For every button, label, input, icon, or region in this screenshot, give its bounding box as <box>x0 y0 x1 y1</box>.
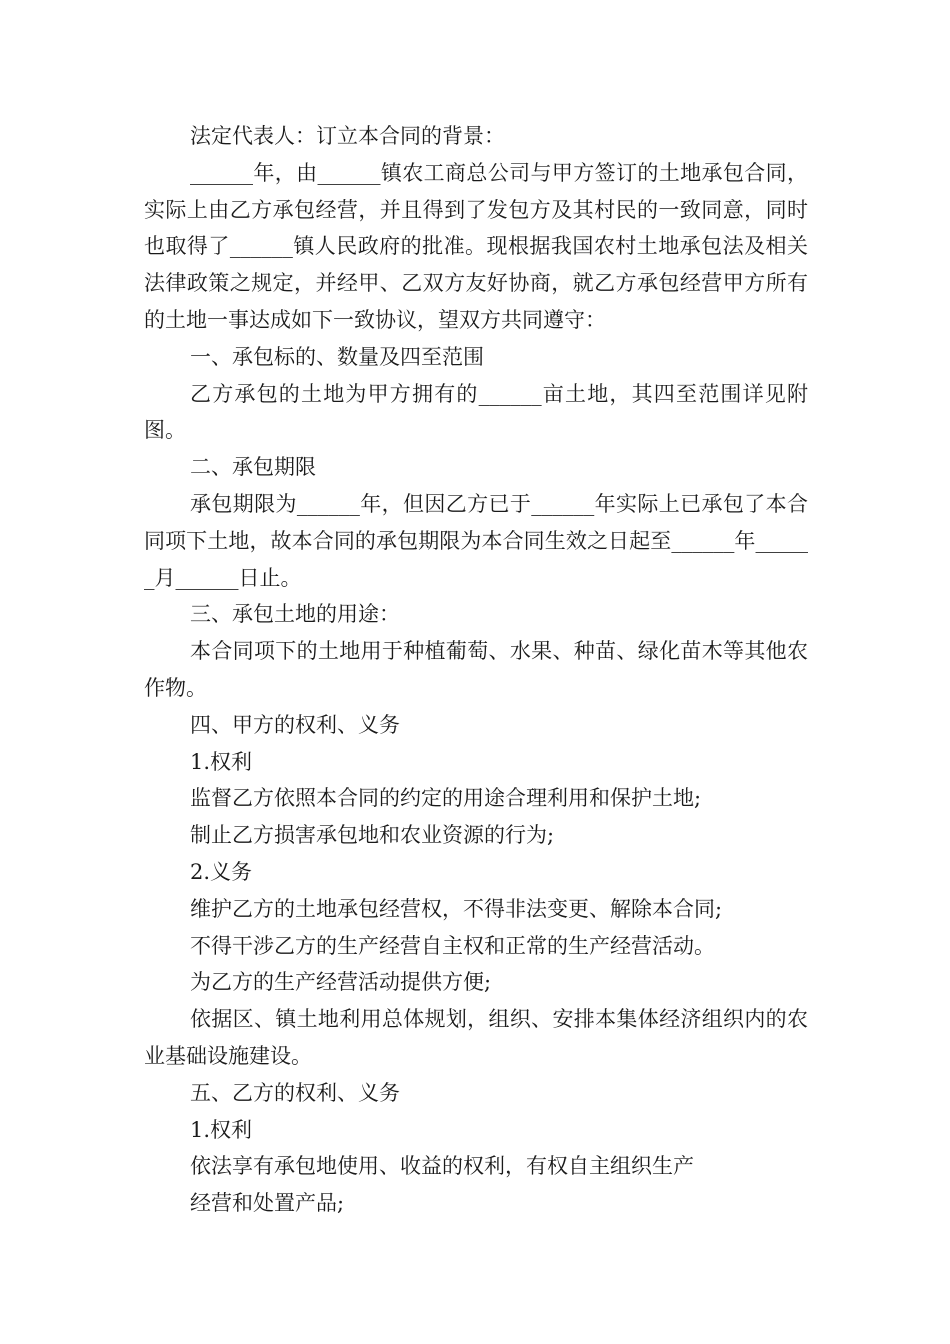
list-item: 为乙方的生产经营活动提供方便; <box>190 970 492 995</box>
section-heading-4: 四、甲方的权利、义务 <box>190 712 400 737</box>
list-item: 维护乙方的土地承包经营权，不得非法变更、解除本合同; <box>190 896 723 921</box>
list-item: 依法享有承包地使用、收益的权利，有权自主组织生产 <box>190 1154 694 1179</box>
section-heading-2: 二、承包期限 <box>190 455 316 480</box>
list-item: 依据区、镇土地利用总体规划，组织、安排本集体经济组织内的农业基础设施建设。 <box>144 1007 808 1068</box>
document-body <box>144 118 808 1222</box>
list-item: 监督乙方依照本合同的约定的用途合理利用和保护土地; <box>190 786 702 811</box>
section-heading-1: 一、承包标的、数量及四至范围 <box>190 344 484 369</box>
section-2-paragraph: 承包期限为______年，但因乙方已于______年实际上已承包了本合同项下土地，故本合同的承包期限为本合同生效之日起至______年______月______日止。 <box>144 491 808 590</box>
list-item: 制止乙方损害承包地和农业资源的行为; <box>190 823 555 848</box>
subheading-rights: 1.权利 <box>190 749 253 774</box>
list-item: 不得干涉乙方的生产经营自主权和正常的生产经营活动。 <box>190 933 715 958</box>
subheading-rights: 1.权利 <box>190 1117 253 1142</box>
representative-line: 法定代表人：订立本合同的背景： <box>190 124 505 148</box>
background-paragraph: ______年，由______镇农工商总公司与甲方签订的土地承包合同，实际上由乙方承包经营，并且得到了发包方及其村民的一致同意，同时也取得了______镇人民政府的批准。现根据我国农村土地承包法及相关法律政策之规定，并经甲、乙双方友好协商，就乙方承包经营甲方所有的土地一事达成如下一致协议，望双方共同遵守： <box>144 160 808 332</box>
section-heading-5: 五、乙方的权利、义务 <box>190 1080 400 1105</box>
subheading-obligations: 2.义务 <box>190 859 253 884</box>
section-3-paragraph: 本合同项下的土地用于种植葡萄、水果、种苗、绿化苗木等其他农作物。 <box>144 639 808 700</box>
section-heading-3: 三、承包土地的用途： <box>190 602 400 627</box>
section-1-paragraph: 乙方承包的土地为甲方拥有的______亩土地，其四至范围详见附图。 <box>144 381 808 443</box>
list-item-continuation: 经营和处置产品; <box>190 1191 345 1216</box>
